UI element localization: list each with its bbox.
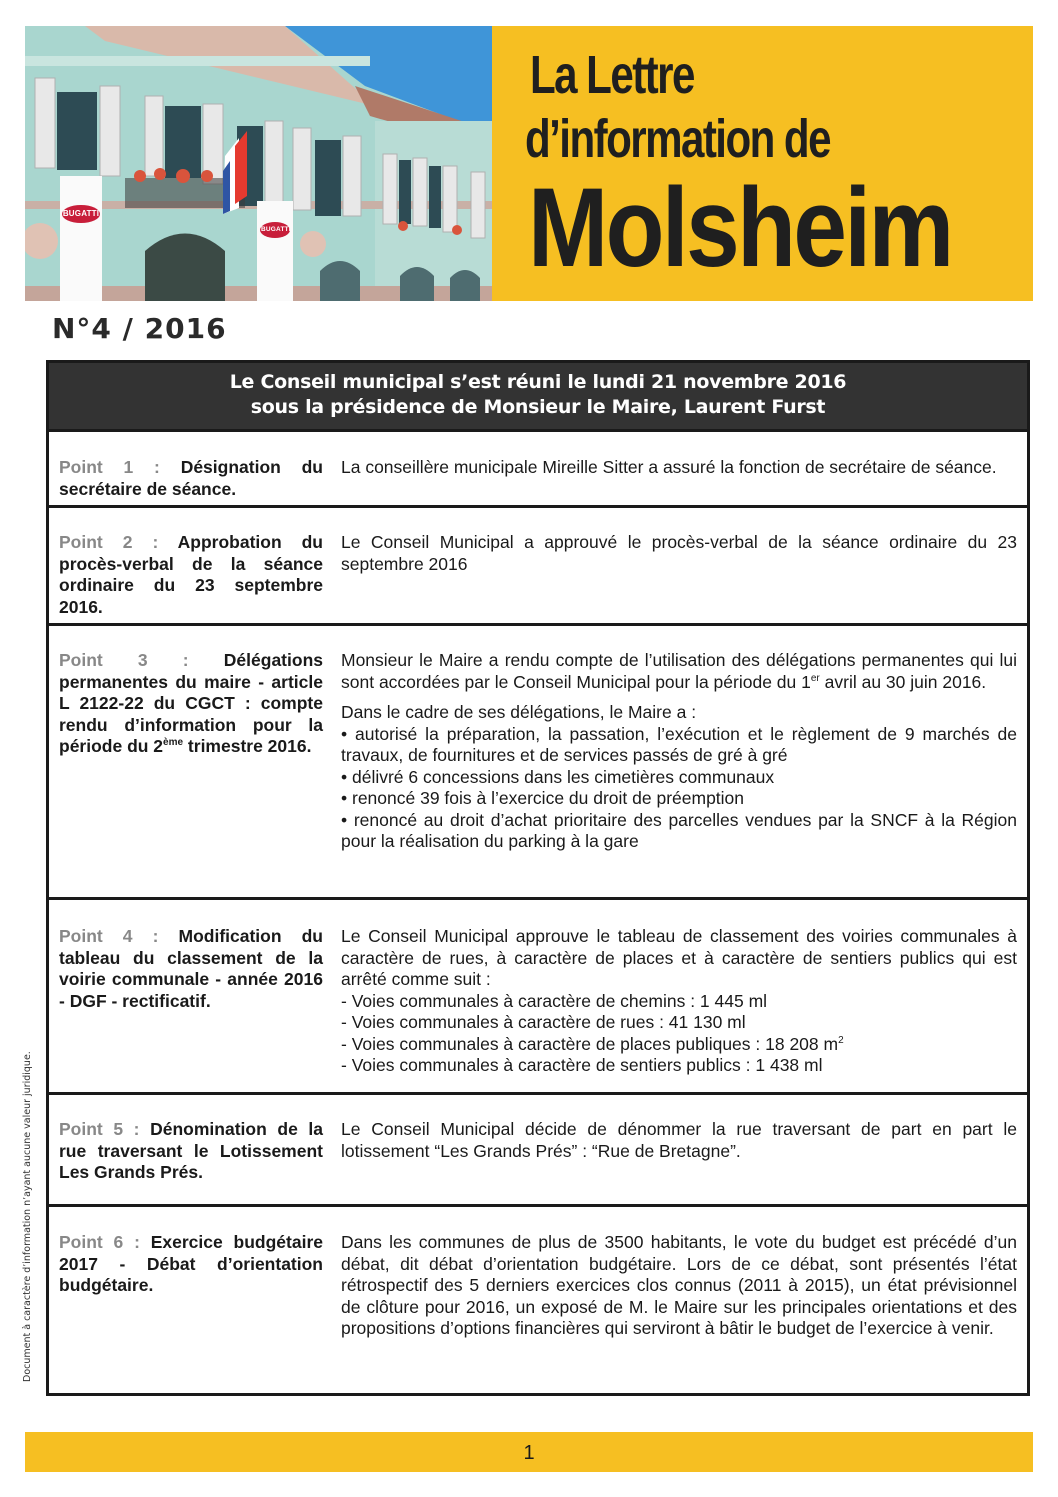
point-title: Approbation du procès-verbal de la séance ordinaire du 23 septembre 2016. xyxy=(59,532,323,617)
council-minutes-table xyxy=(46,360,1030,1396)
point-2-body xyxy=(329,532,1027,623)
legal-disclaimer: Document à caractère d’information n’ayant aucune valeur juridique. xyxy=(22,1051,33,1382)
banner-logo-text: BUGATTI xyxy=(62,209,100,218)
point-label: Point 3 : xyxy=(59,650,189,670)
point-label: Point 6 : xyxy=(59,1232,140,1252)
meeting-header xyxy=(49,363,1027,432)
intro-text: Monsieur le Maire a rendu compte de l’utilisation des délégations permanentes qui lui sont accordées par le Conseil Municipal pour la période du 1 xyxy=(341,650,1017,692)
agenda-point-1 xyxy=(49,432,1027,508)
road-classification xyxy=(341,926,1017,1077)
intro-text-end: avril au 30 juin 2016. xyxy=(819,671,987,692)
point-title: Dénomination de la rue traversant le Lotissement Les Grands Prés. xyxy=(59,1119,324,1182)
agenda-point-6 xyxy=(49,1207,1027,1393)
point-5-heading xyxy=(49,1119,329,1204)
list-item: • autorisé la préparation, la passation, l’exécution et le règlement de 9 marchés de travaux, de fournitures et de services passés de gré à gré xyxy=(341,723,1017,765)
point-4-heading xyxy=(49,926,329,1092)
list-item: • renoncé au droit d’achat prioritaire des parcelles vendues par la SNCF à la Région pour la réalisation du parking à la gare xyxy=(341,809,1017,851)
point-label: Point 4 : xyxy=(59,926,159,946)
intro-superscript: er xyxy=(810,672,820,684)
point-4-body xyxy=(329,926,1027,1092)
point-title: Exercice budgétaire 2017 - Débat d’orientation budgétaire. xyxy=(59,1232,324,1295)
list-item: • délivré 6 concessions dans les cimetières communaux xyxy=(341,766,775,787)
footer-bar xyxy=(25,1432,1033,1472)
town-hall-illustration xyxy=(25,26,492,301)
point-6-body xyxy=(329,1232,1027,1393)
town-hall-photo xyxy=(25,26,492,301)
agenda-point-2 xyxy=(49,508,1027,626)
masthead-title-line1: La Lettre xyxy=(530,45,694,105)
list-item: - Voies communales à caractère de rues : 41 130 ml xyxy=(341,1012,746,1032)
meeting-header-line1: Le Conseil municipal s’est réuni le lundi 21 novembre 2016 xyxy=(229,371,847,393)
point-title-superscript: ème xyxy=(163,737,184,749)
masthead-title-town: Molsheim xyxy=(528,165,952,290)
masthead xyxy=(492,26,1033,301)
point-label: Point 2 : xyxy=(59,532,159,552)
point-body-intro: Le Conseil Municipal approuve le tableau de classement des voiries communales à caractère de rues, à caractère de places et à caractère de sentiers publics qui est arrêté comme suit : xyxy=(341,926,1017,989)
point-label: Point 1 : xyxy=(59,457,160,477)
masthead-title-line2: d’information de xyxy=(525,109,830,169)
list-item: • renoncé 39 fois à l’exercice du droit de préemption xyxy=(341,788,745,808)
point-label: Point 5 : xyxy=(59,1119,140,1139)
point-body-text: La conseillère municipale Mireille Sitter a assuré la fonction de secrétaire de séance. xyxy=(341,457,997,477)
point-1-heading xyxy=(49,457,329,505)
list-item: - Voies communales à caractère de chemins : 1 445 ml xyxy=(341,990,768,1011)
banner-logo-text: BUGATTI xyxy=(261,226,291,233)
point-body-text: Dans les communes de plus de 3500 habitants, le vote du budget est précédé d’un débat, dit débat d’orientation budgétaire. Lors de ce débat, sont présentés l’état rétrospectif des 5 derniers exercices clos connus (2011 à 2015), un état prévisionnel de clôture pour 2016, un exposé de M. le Maire sur les principales orientations et des propositions d’options financières qui serviront à bâtir le budget de l’exercice à venir. xyxy=(341,1232,1017,1338)
point-1-body xyxy=(329,457,1027,505)
point-3-heading xyxy=(49,650,329,897)
point-5-body xyxy=(329,1119,1027,1204)
agenda-point-4 xyxy=(49,900,1027,1095)
issue-number: N°4 / 2016 xyxy=(52,312,227,345)
point-title: Modification du tableau du classement de la voirie communale - année 2016 - DGF - rectificatif. xyxy=(59,926,323,1011)
point-6-heading xyxy=(49,1232,329,1393)
list-item-squares xyxy=(341,1034,1017,1056)
list-item: - Voies communales à caractère de places publiques : 18 208 m xyxy=(341,1033,839,1054)
meeting-header-line2: sous la présidence de Monsieur le Maire, Laurent Furst xyxy=(250,396,826,418)
delegations-list xyxy=(341,702,1017,853)
point-title: Délégations permanentes du maire - article L 2122-22 du CGCT : compte rendu d’information pour la période du 2 xyxy=(59,650,323,756)
agenda-point-5 xyxy=(49,1095,1027,1207)
list-intro: Dans le cadre de ses délégations, le Maire a : xyxy=(341,702,697,722)
page-number: 1 xyxy=(523,1442,535,1464)
point-body-intro xyxy=(341,650,1017,693)
point-body-text: Le Conseil Municipal décide de dénommer la rue traversant de part en part le lotissement “Les Grands Prés” : “Rue de Bretagne”. xyxy=(341,1119,1017,1161)
unit-superscript: 2 xyxy=(838,1034,844,1046)
list-item: - Voies communales à caractère de sentiers publics : 1 438 ml xyxy=(341,1055,823,1075)
point-title: Désignation du secrétaire de séance. xyxy=(59,457,324,499)
point-body-text: Le Conseil Municipal a approuvé le procès-verbal de la séance ordinaire du 23 septembre 2016 xyxy=(341,532,1017,574)
point-3-body xyxy=(329,650,1027,897)
point-2-heading xyxy=(49,532,329,623)
point-title-end: trimestre 2016. xyxy=(183,736,312,756)
agenda-point-3 xyxy=(49,626,1027,900)
